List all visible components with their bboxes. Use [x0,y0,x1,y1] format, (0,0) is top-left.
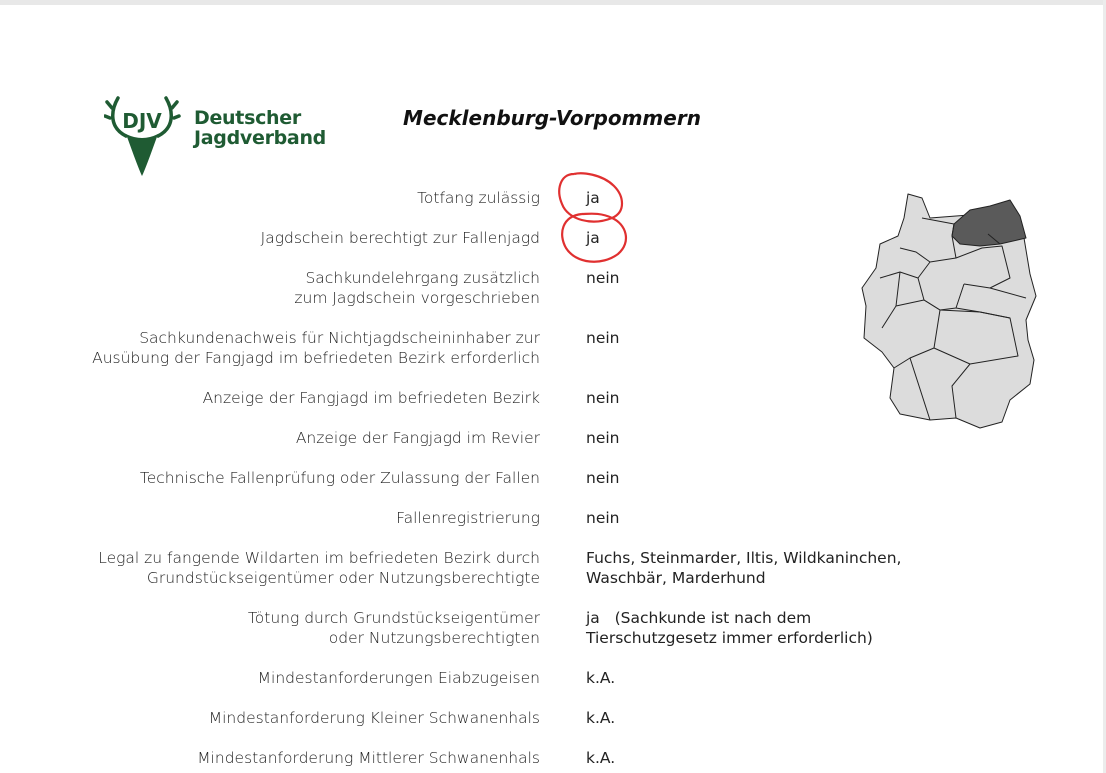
page-title: Mecklenburg-Vorpommern [403,106,701,130]
row-value-line: ja (Sachkunde ist nach dem [586,609,812,627]
row-value [586,748,926,768]
row-label-line: Mindestanforderung Kleiner Schwanenhals [208,709,540,727]
row-label-line: Mindestanforderung Mittlerer Schwanenhals [197,749,540,767]
row-label [60,428,540,448]
djv-logo [104,94,324,178]
row-label-line: Sachkundelehrgang zusätzlich [305,269,540,287]
row-value-line: k.A. [586,749,616,767]
row-label [60,228,540,248]
row-value-line: Fuchs, Steinmarder, Iltis, Wildkaninchen, [586,549,902,567]
row-label-line: Mindestanforderungen Eiabzugeisen [257,669,540,687]
row-value [586,508,926,528]
row-label-line: Ausübung der Fangjagd im befriedeten Bezirk erforderlich [92,349,540,367]
row-label-line: Sachkundenachweis für Nichtjagdscheininhaber zur [139,329,540,347]
row-value-line: Waschbär, Marderhund [586,569,766,587]
row-label-line: Jagdschein berechtigt zur Fallenjagd [260,229,540,247]
top-border [0,0,1106,5]
logo-wordmark [194,108,326,148]
row-label [60,508,540,528]
row-label [60,468,540,488]
row-value-line: nein [586,329,620,347]
row-label [60,548,540,588]
row-value [586,668,926,688]
row-label-line: Tötung durch Grundstückseigentümer [247,609,540,627]
row-label-line: Fallenregistrierung [396,509,540,527]
deer-antler-icon [104,94,194,178]
row-value-line: ja [586,229,600,247]
row-label [60,268,540,308]
row-label-line: zum Jagdschein vorgeschrieben [294,289,540,307]
row-value [586,608,926,648]
row-label [60,188,540,208]
logo-abbr: DJV [122,109,162,133]
row-value [586,428,926,448]
row-label-line: Anzeige der Fangjagd im befriedeten Bezirk [202,389,540,407]
row-label [60,328,540,368]
row-value-line: ja [586,189,600,207]
row-value-line: nein [586,269,620,287]
germany-map [860,188,1040,430]
row-value-line: nein [586,429,620,447]
row-value-line: nein [586,509,620,527]
row-value [586,708,926,728]
row-label [60,608,540,648]
row-label-line: Technische Fallenprüfung oder Zulassung der Fallen [139,469,540,487]
row-label-line: Anzeige der Fangjagd im Revier [295,429,540,447]
row-value [586,548,926,588]
row-label-line: Totfang zulässig [417,189,540,207]
map-state-mecklenburg-vorpommern [952,200,1026,246]
logo-line-1: Deutscher [194,107,301,129]
row-value-line: k.A. [586,669,616,687]
handwritten-circle-annotations [552,168,632,268]
row-label [60,388,540,408]
row-value-line: nein [586,469,620,487]
row-label-line: oder Nutzungsberechtigten [328,629,540,647]
row-value [586,468,926,488]
row-value-line: Tierschutzgesetz immer erforderlich) [586,629,873,647]
logo-line-2: Jagdverband [194,127,326,149]
row-value-line: nein [586,389,620,407]
row-label [60,748,540,768]
row-label-line: Grundstückseigentümer oder Nutzungsberechtigte [146,569,540,587]
row-label [60,708,540,728]
row-label [60,668,540,688]
row-value-line: k.A. [586,709,616,727]
row-label-line: Legal zu fangende Wildarten im befriedeten Bezirk durch [98,549,540,567]
